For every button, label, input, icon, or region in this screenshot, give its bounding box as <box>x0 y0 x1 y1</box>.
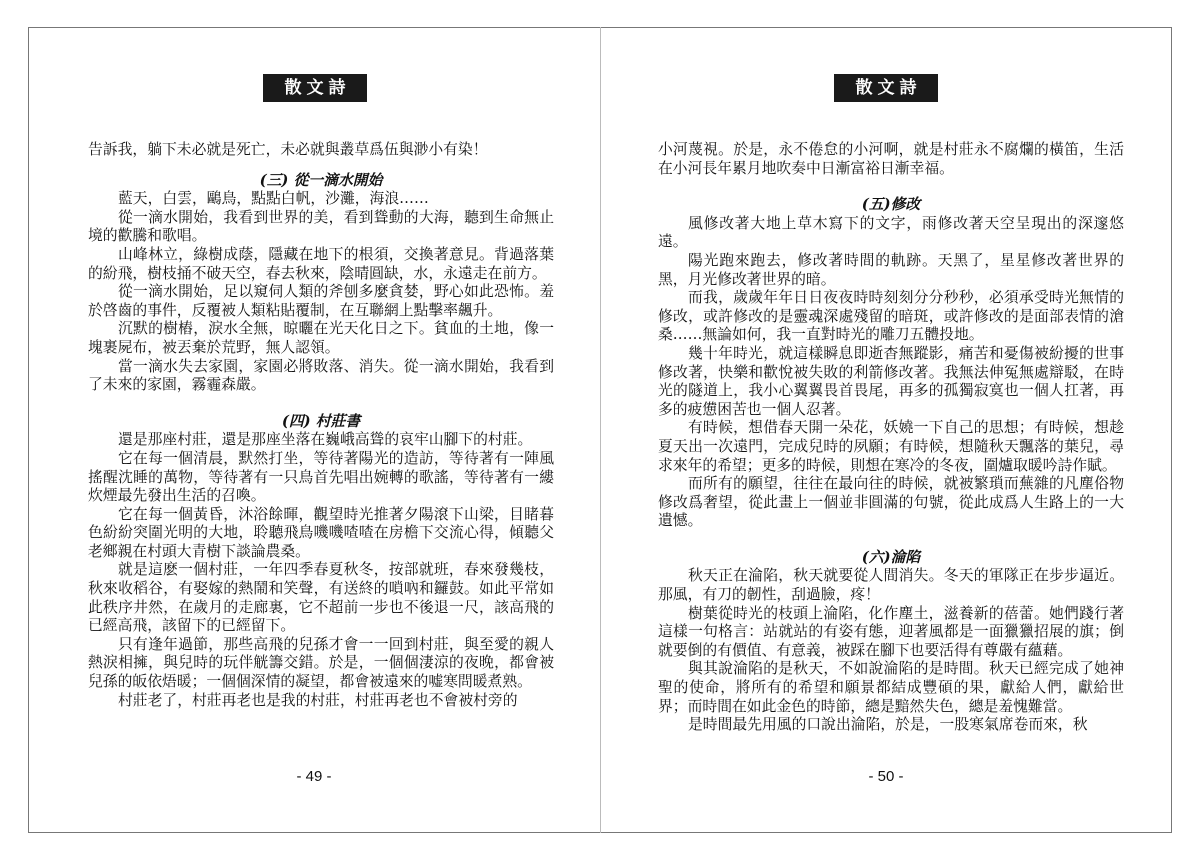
right-page-header: 散文詩 <box>834 74 938 102</box>
paragraph: 當一滴水失去家園，家園必將敗落、消失。從一滴水開始，我看到了未來的家園，霧霾森嚴。 <box>88 357 554 394</box>
left-page <box>28 27 600 833</box>
paragraph: 與其說淪陷的是秋天，不如說淪陷的是時間。秋天已經完成了她神聖的使命，將所有的希望和願景都結成豐碩的果，獻給人們，獻給世界；而時間在如此金色的時節，總是黯然失色，總是羞愧難當。 <box>658 660 1124 715</box>
paragraph: 村莊老了，村莊再老也是我的村莊，村莊再老也不會被村旁的 <box>118 691 518 709</box>
paragraph: 幾十年時光，就這樣瞬息即逝杳無蹤影，痛苦和憂傷被紛擾的世事修改著，快樂和歡悅被失敗的利箭修改著。我無法伸冤無處辯駁，在時光的隧道上，我小心翼翼畏首畏尾，再多的孤獨寂寞也一個人扛著，再多的疲憊困苦也一個人忍著。 <box>658 344 1124 418</box>
paragraph: 樹葉從時光的枝頭上淪陷，化作塵土，滋養新的蓓蕾。她們踐行著這樣一句格言：站就站的有姿有態，迎著風都是一面獵獵招展的旗；倒就要倒的有價值、有意義，被踩在腳下也要活得有尊嚴有蘊藉。 <box>658 604 1124 659</box>
paragraph: 陽光跑來跑去，修改著時間的軌跡。天黑了，星星修改著世界的黑，月光修改著世界的暗。 <box>658 251 1124 288</box>
paragraph: 有時候，想借春天開一朵花，妖嬈一下自己的思想；有時候，想趁夏天出一次遠門，完成兒時的夙願；有時候，想隨秋天飄落的葉兒，尋求來年的希望；更多的時候，則想在寒冷的冬夜，圍爐取暖吟詩作賦。 <box>658 419 1124 474</box>
paragraph: 小河蔑視。於是，永不倦怠的小河啊，就是村莊永不腐爛的橫笛，生活在小河長年累月地吹奏中日漸富裕日漸幸福。 <box>658 141 1124 177</box>
right-page-body <box>658 141 1124 735</box>
paragraph: 告訴我，躺下未必就是死亡，未必就與叢草爲伍與渺小有染！ <box>88 141 488 158</box>
left-page-body <box>88 141 554 710</box>
section-heading: (四) 村莊書 <box>281 412 361 430</box>
page-number: - 50 - <box>868 768 904 785</box>
section-heading: (六)淪陷 <box>861 548 921 566</box>
paragraph: 沉默的樹樁，淚水全無，晾曬在光天化日之下。貧血的土地，像一塊裹屍布，被丟棄於荒野，無人認領。 <box>88 320 554 356</box>
paragraph: 而我，歲歲年年日日夜夜時時刻刻分分秒秒，必須承受時光無情的修改，或許修改的是靈魂深處殘留的暗斑，或許修改的是面部表情的滄桑……無論如何，我一直對時光的雕刀五體投地。 <box>658 289 1124 344</box>
paragraph: 是時間最先用風的口說出淪陷，於是，一股寒氣席卷而來，秋 <box>688 716 1088 734</box>
paragraph: 它在每一個黃昏，沐浴餘暉，觀望時光推著夕陽滾下山梁，目睹暮色紛紛突圍光明的大地，聆聽飛鳥嘰嘰喳喳在房檐下交流心得，傾聽父老鄉親在村頭大青樹下談論農桑。 <box>88 505 554 560</box>
paragraph: 而所有的願望，往往在最向往的時候，就被繁瑣而蕪雜的凡塵俗物修改爲奢望，從此畫上一個並非圓滿的句號，從此成爲人生路上的一大遺憾。 <box>658 475 1124 530</box>
paragraph: 就是這麽一個村莊，一年四季春夏秋冬，按部就班，春來發幾枝，秋來收稻谷，有娶嫁的熱鬧和笑聲，有送終的嗩吶和鑼鼓。如此平常如此秩序井然，在歲月的走廊裏，它不超前一步也不後退一尺，該高飛的已經高飛，該留下的已經留下。 <box>88 561 554 635</box>
paragraph: 風修改著大地上草木寫下的文字，雨修改著天空呈現出的深邃悠遠。 <box>658 214 1124 251</box>
section-heading: (三) 從一滴水開始 <box>259 171 383 189</box>
page-number: - 49 - <box>296 768 332 785</box>
left-page-header: 散文詩 <box>263 74 367 102</box>
paragraph: 從一滴水開始，我看到世界的美，看到聳動的大海，聽到生命無止境的歡騰和歌唱。 <box>88 208 554 245</box>
paragraph: 它在每一個清晨，默然打坐，等待著陽光的造訪，等待著有一陣風搖醒沈睡的萬物，等待著有一只鳥首先唱出婉轉的歌謠，等待著有一縷炊煙最先發出生活的召喚。 <box>88 449 554 505</box>
paragraph: 藍天，白雲，鷗鳥，點點白帆，沙灘，海浪…… <box>118 190 429 208</box>
paragraph: 還是那座村莊，還是那座坐落在巍峨高聳的哀牢山腳下的村莊。 <box>118 431 533 449</box>
section-heading: (五)修改 <box>861 196 921 214</box>
paragraph: 秋天正在淪陷，秋天就要從人間消失。冬天的軍隊正在步步逼近。那風，有刀的韌性，刮過臉，疼！ <box>658 567 1124 604</box>
paragraph: 從一滴水開始，足以窺伺人類的斧刨多麼貪婪，野心如此恐怖。羞於啓齒的事件，反覆被人類粘貼覆制，在互聯網上點擊率飆升。 <box>88 283 554 319</box>
paragraph: 只有逢年過節，那些高飛的兒孫才會一一回到村莊，與至愛的親人熱淚相擁，與兒時的玩伴觥籌交錯。於是，一個個淒涼的夜晚，都會被兒孫的皈依焐暖；一個個深情的凝望，都會被遠來的嘘寒問暖煮熟。 <box>88 635 554 691</box>
paragraph: 山峰林立，綠樹成蔭，隱藏在地下的根須，交換著意見。背過落葉的紛飛，樹枝捅不破天空，春去秋來，陰晴圓缺，水，永遠走在前方。 <box>88 245 554 282</box>
right-page <box>600 27 1172 833</box>
